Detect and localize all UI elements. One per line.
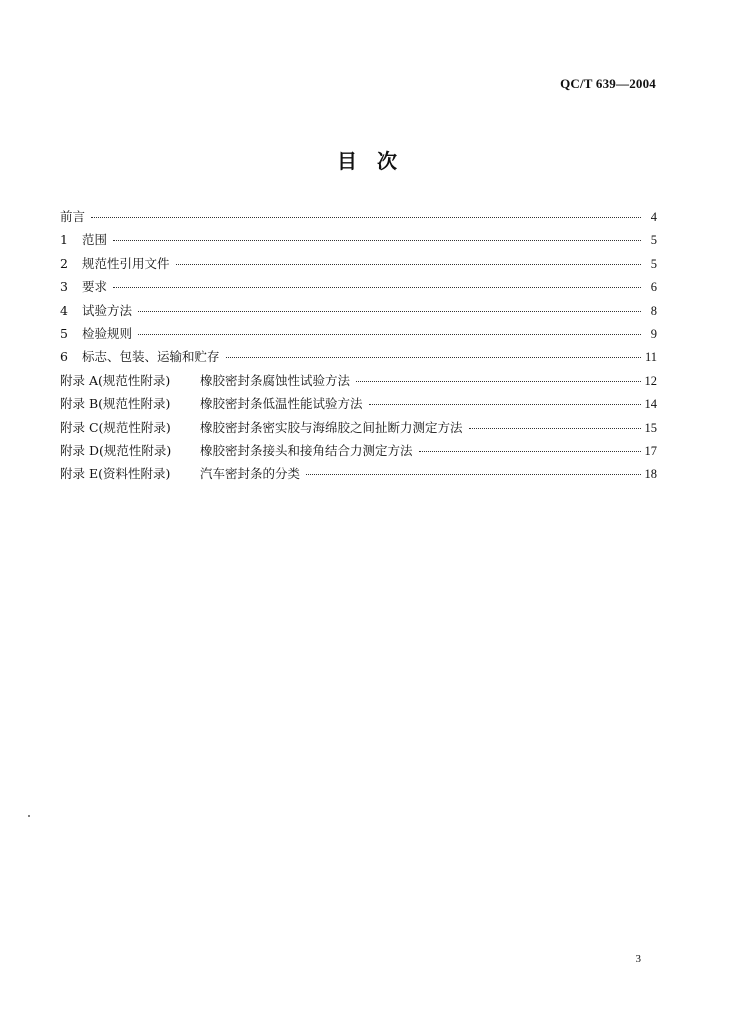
toc-entry-label: 橡胶密封条密实胶与海绵胶之间扯断力测定方法 xyxy=(200,419,463,435)
toc-entry-label: 汽车密封条的分类 xyxy=(200,466,301,482)
toc-leader-dots xyxy=(113,240,641,241)
toc-entry-appendix: 附录 E(资料性附录) xyxy=(60,466,171,482)
toc-entry-label: 试验方法 xyxy=(82,302,133,318)
toc-entry-label: 橡胶密封条接头和接角结合力测定方法 xyxy=(200,442,413,458)
toc-entry-label: 范围 xyxy=(82,232,108,248)
toc-leader-dots xyxy=(369,404,641,405)
toc-entry-appendix: 附录 A(规范性附录) xyxy=(60,372,171,388)
toc-entry-label: 标志、包装、运输和贮存 xyxy=(82,349,220,365)
toc-entry[interactable] xyxy=(60,418,657,441)
toc-entry[interactable] xyxy=(60,441,657,464)
toc-entry-label: 规范性引用文件 xyxy=(82,255,170,271)
toc-entry-page: 5 xyxy=(650,233,657,248)
toc-entry-label: 橡胶密封条腐蚀性试验方法 xyxy=(200,372,351,388)
toc-entry-page: 12 xyxy=(644,373,657,388)
toc-leader-dots xyxy=(306,474,640,475)
toc-entry-appendix: 附录 D(规范性附录) xyxy=(60,442,172,458)
toc-entry[interactable] xyxy=(60,324,657,347)
toc-leader-dots xyxy=(138,311,641,312)
toc-entry[interactable] xyxy=(60,207,657,230)
toc-entry-label: 橡胶密封条低温性能试验方法 xyxy=(200,396,363,412)
toc-leader-dots xyxy=(176,264,641,265)
page-number: 3 xyxy=(635,953,641,965)
toc-entry-number: 6 xyxy=(60,349,68,365)
toc-entry-appendix: 附录 C(规范性附录) xyxy=(60,419,171,435)
page-title: 目 次 xyxy=(337,149,397,173)
toc-entry-number: 1 xyxy=(60,232,68,248)
toc-leader-dots xyxy=(419,451,641,452)
toc-entry-number: 3 xyxy=(60,279,68,295)
toc-entry[interactable] xyxy=(60,347,657,370)
toc-entry[interactable] xyxy=(60,464,657,487)
toc-entry-number: 5 xyxy=(60,325,68,341)
toc-entry[interactable] xyxy=(60,254,657,277)
toc-entry-page: 8 xyxy=(650,303,657,318)
toc-entry-page: 9 xyxy=(650,326,657,341)
toc-entry-number: 4 xyxy=(60,302,68,318)
toc-leader-dots xyxy=(138,334,641,335)
standard-code: QC/T 639—2004 xyxy=(560,76,656,91)
toc-entry[interactable] xyxy=(60,371,657,394)
toc-entry-number: 2 xyxy=(60,255,68,271)
toc-leader-dots xyxy=(356,381,640,382)
toc-entry[interactable] xyxy=(60,394,657,417)
toc-entry-appendix: 附录 B(规范性附录) xyxy=(60,396,171,412)
toc-entry-page: 4 xyxy=(650,210,657,224)
toc-entry[interactable] xyxy=(60,230,657,253)
toc-entry-page: 18 xyxy=(644,467,657,482)
toc-leader-dots xyxy=(469,428,641,429)
toc-entry-label: 检验规则 xyxy=(82,325,133,341)
toc-entry[interactable] xyxy=(60,301,657,324)
toc-entry-label: 要求 xyxy=(82,279,108,295)
toc-entry-page: 6 xyxy=(650,280,657,295)
scan-speck xyxy=(28,815,30,817)
toc-leader-dots xyxy=(113,287,641,288)
toc-entry-page: 11 xyxy=(644,350,657,365)
toc-entry-page: 14 xyxy=(644,397,657,412)
toc-entry-page: 17 xyxy=(644,443,657,458)
toc-leader-dots xyxy=(226,357,641,358)
toc-entry-page: 5 xyxy=(650,256,657,271)
toc-leader-dots xyxy=(91,217,641,218)
toc-entry-page: 15 xyxy=(644,420,657,435)
toc-entry[interactable] xyxy=(60,277,657,300)
table-of-contents xyxy=(60,207,657,488)
toc-entry-label: 前言 xyxy=(60,209,86,224)
